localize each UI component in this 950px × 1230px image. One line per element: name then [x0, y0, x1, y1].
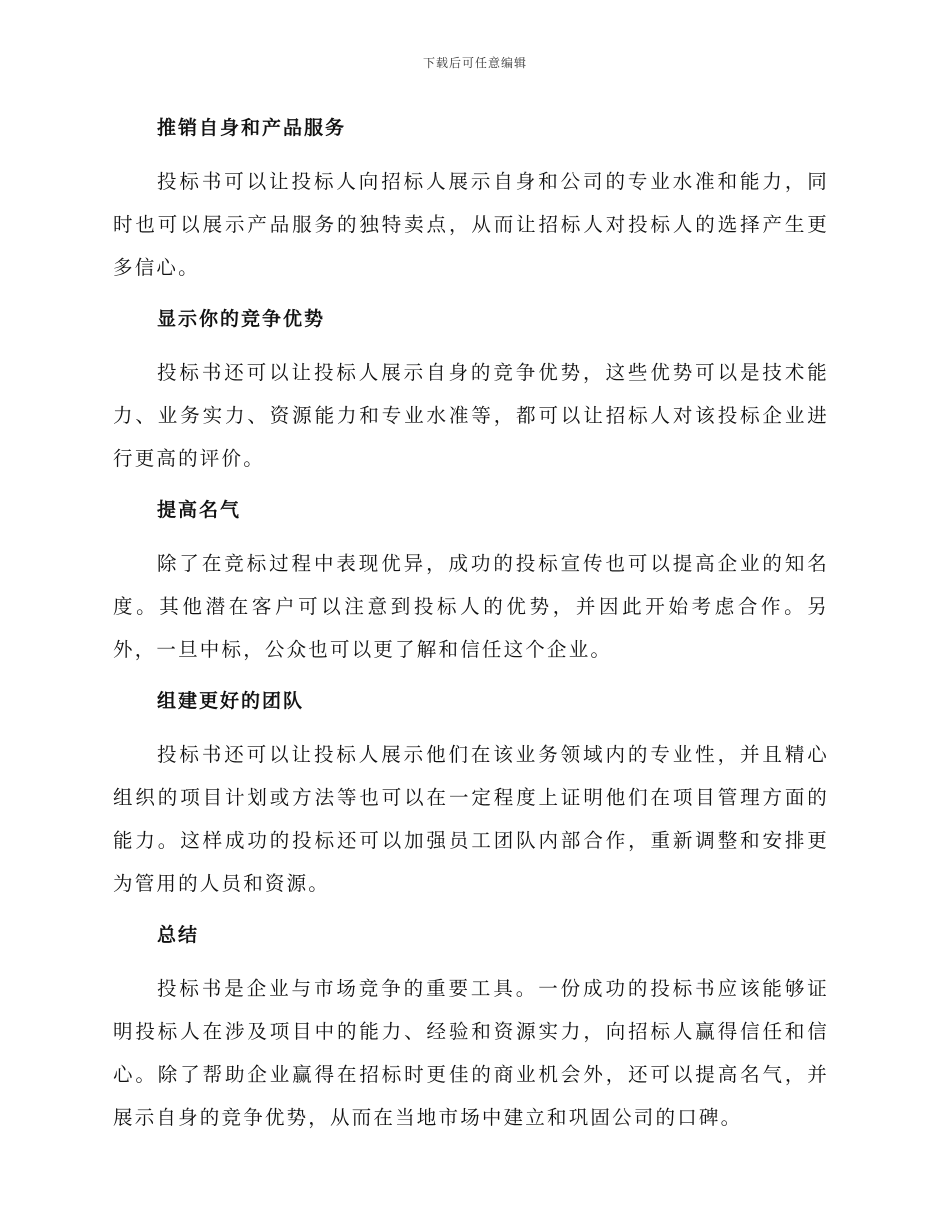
section-promote-self-and-products [113, 110, 829, 289]
page-header-note: 下载后可任意编辑 [422, 56, 527, 70]
section-build-better-team [113, 683, 829, 905]
section-paragraph: 投标书还可以让投标人展示他们在该业务领域内的专业性，并且精心组织的项目计划或方法等也可以在一定程度上证明他们在项目管理方面的能力。这样成功的投标还可以加强员工团队内部合作，重新调整和安排更为管用的人员和资源。 [113, 743, 829, 895]
section-paragraph: 除了在竞标过程中表现优异，成功的投标宣传也可以提高企业的知名度。其他潜在客户可以注意到投标人的优势，并因此开始考虑合作。另外，一旦中标，公众也可以更了解和信任这个企业。 [113, 552, 829, 661]
section-raise-reputation [113, 492, 829, 671]
section-heading: 显示你的竞争优势 [157, 308, 326, 330]
section-summary [113, 917, 829, 1139]
section-paragraph: 投标书是企业与市场竞争的重要工具。一份成功的投标书应该能够证明投标人在涉及项目中的能力、经验和资源实力，向招标人赢得信任和信心。除了帮助企业赢得在招标时更佳的商业机会外，还可以提高名气，并展示自身的竞争优势，从而在当地市场中建立和巩固公司的口碑。 [113, 977, 829, 1129]
section-heading: 提高名气 [157, 499, 242, 521]
document-content [113, 110, 829, 1151]
section-competitive-advantage [113, 301, 829, 480]
section-heading: 推销自身和产品服务 [157, 117, 347, 139]
section-heading: 总结 [157, 924, 200, 946]
section-paragraph: 投标书可以让投标人向招标人展示自身和公司的专业水准和能力，同时也可以展示产品服务的独特卖点，从而让招标人对投标人的选择产生更多信心。 [113, 170, 829, 279]
section-paragraph: 投标书还可以让投标人展示自身的竞争优势，这些优势可以是技术能力、业务实力、资源能力和专业水准等，都可以让招标人对该投标企业进行更高的评价。 [113, 361, 829, 470]
section-heading: 组建更好的团队 [157, 690, 305, 712]
